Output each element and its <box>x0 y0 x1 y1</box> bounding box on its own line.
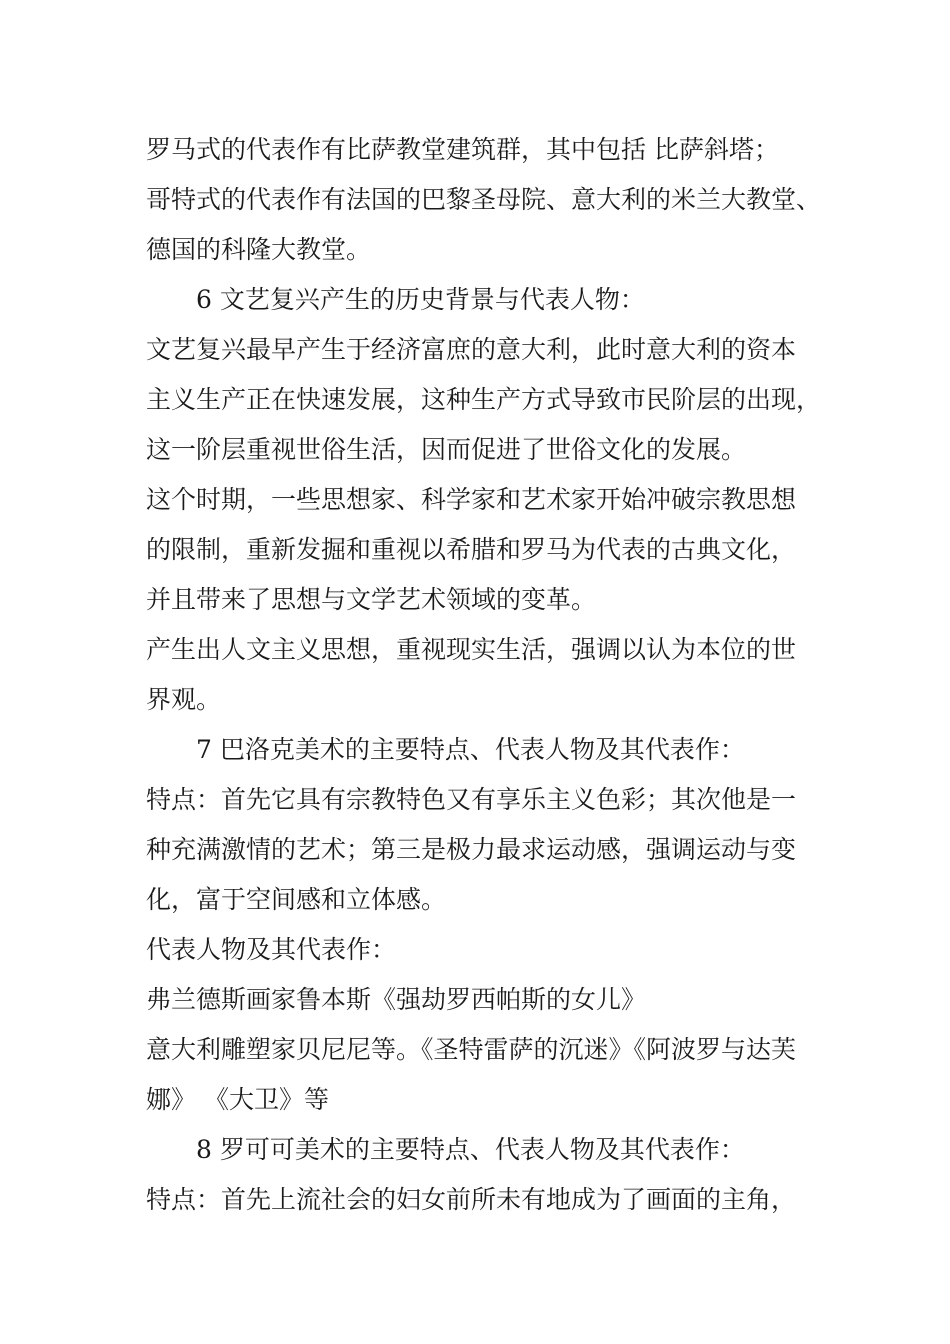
text-line: 代表人物及其代表作： <box>146 935 397 964</box>
section-heading: 7 巴洛克美术的主要特点、代表人物及其代表作： <box>196 735 745 764</box>
text-line: 这个时期，一些思想家、科学家和艺术家开始冲破宗教思想 <box>146 485 797 514</box>
section-heading: 6 文艺复兴产生的历史背景与代表人物： <box>196 285 645 314</box>
text-line: 意大利雕塑家贝尼尼等。《圣特雷萨的沉迷》《阿波罗与达芙 <box>146 1035 797 1064</box>
text-line: 主义生产正在快速发展，这种生产方式导致市民阶层的出现， <box>146 385 822 414</box>
text-line: 弗兰德斯画家鲁本斯《强劫罗西帕斯的女儿》 <box>146 985 647 1014</box>
section-heading: 8 罗可可美术的主要特点、代表人物及其代表作： <box>196 1135 745 1164</box>
text-line: 这一阶层重视世俗生活，因而促进了世俗文化的发展。 <box>146 435 747 464</box>
text-line: 种充满激情的艺术；第三是极力最求运动感，强调运动与变 <box>146 835 797 864</box>
text-line: 娜》 《大卫》等 <box>146 1085 329 1114</box>
text-line: 化，富于空间感和立体感。 <box>146 885 447 914</box>
text-line: 德国的科隆大教堂。 <box>146 235 372 264</box>
text-line: 并且带来了思想与文学艺术领域的变革。 <box>146 585 597 614</box>
text-line: 罗马式的代表作有比萨教堂建筑群，其中包括 比萨斜塔； <box>146 135 779 164</box>
text-line: 产生出人文主义思想，重视现实生活，强调以认为本位的世 <box>146 635 797 664</box>
text-line: 界观。 <box>146 685 222 714</box>
text-line: 特点：首先它具有宗教特色又有享乐主义色彩；其次他是一 <box>146 785 797 814</box>
text-line: 文艺复兴最早产生于经济富庶的意大利，此时意大利的资本 <box>146 335 797 364</box>
text-line: 哥特式的代表作有法国的巴黎圣母院、意大利的米兰大教堂、 <box>146 185 822 214</box>
text-line: 特点：首先上流社会的妇女前所未有地成为了画面的主角， <box>146 1185 797 1214</box>
text-line: 的限制，重新发掘和重视以希腊和罗马为代表的古典文化， <box>146 535 797 564</box>
